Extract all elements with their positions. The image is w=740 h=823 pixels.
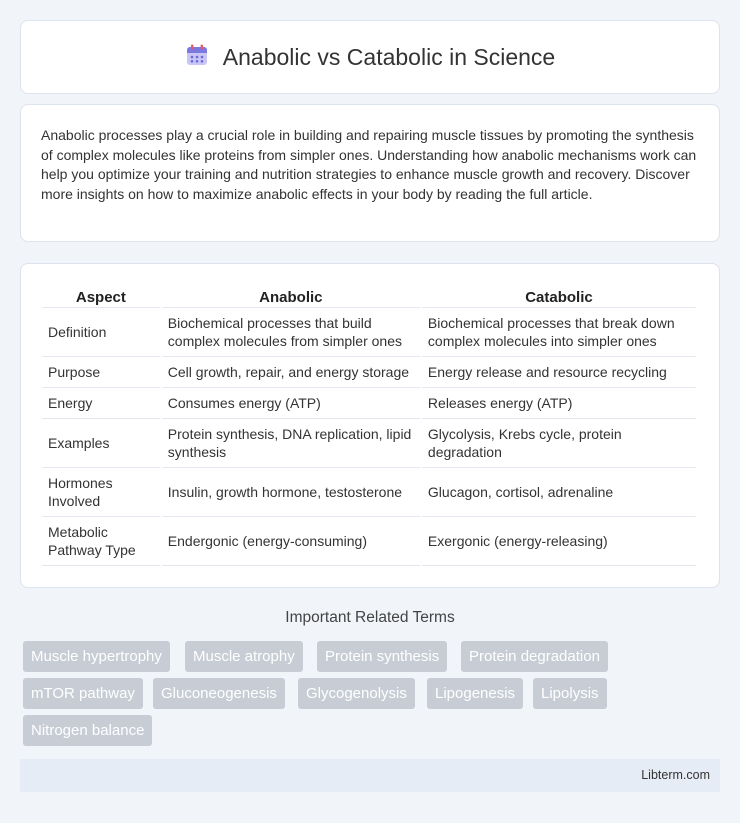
table-cell: Releases energy (ATP) <box>422 388 696 419</box>
table-cell: Biochemical processes that break down complex molecules into simpler ones <box>422 308 696 357</box>
related-terms-title: Important Related Terms <box>285 609 455 626</box>
page-title: Anabolic vs Catabolic in Science <box>222 43 556 70</box>
term-tag[interactable]: Protein synthesis <box>317 641 447 672</box>
table-cell: Endergonic (energy-consuming) <box>162 517 420 566</box>
table-row <box>42 308 696 357</box>
term-tag[interactable]: Protein degradation <box>461 641 608 672</box>
table-row <box>42 517 696 566</box>
table-cell: Exergonic (energy-releasing) <box>422 517 696 566</box>
column-header: Catabolic <box>422 286 696 308</box>
table-row <box>42 468 696 517</box>
term-tag[interactable]: Muscle atrophy <box>185 641 303 672</box>
table-cell: Glycolysis, Krebs cycle, protein degradation <box>422 419 696 468</box>
term-tag[interactable]: Muscle hypertrophy <box>23 641 170 672</box>
table-header-row <box>42 286 696 308</box>
table-cell: Biochemical processes that build complex molecules from simpler ones <box>162 308 420 357</box>
table-cell: Insulin, growth hormone, testosterone <box>162 468 420 517</box>
comparison-table-card <box>20 263 720 588</box>
term-tag[interactable]: Lipogenesis <box>427 678 523 709</box>
table-cell: Protein synthesis, DNA replication, lipid synthesis <box>162 419 420 468</box>
table-row <box>42 357 696 388</box>
intro-text: Anabolic processes play a crucial role in building and repairing muscle tissues by promoting the synthesis of complex molecules like proteins from simpler ones. Understanding how anabolic mechanisms work can help you optimize your training and nutrition strategies to enhance muscle growth and recovery. Discover more insights on how to maximize anabolic effects in your body by reading the full article. <box>41 127 697 202</box>
table-cell: Metabolic Pathway Type <box>42 517 160 566</box>
table-cell: Consumes energy (ATP) <box>162 388 420 419</box>
column-header: Aspect <box>42 286 160 308</box>
header-card <box>20 20 720 94</box>
term-tag[interactable]: Nitrogen balance <box>23 715 152 746</box>
intro-card <box>20 104 720 242</box>
column-header: Anabolic <box>162 286 420 308</box>
table-cell: Energy <box>42 388 160 419</box>
table-cell: Purpose <box>42 357 160 388</box>
footer <box>20 759 720 792</box>
comparison-table <box>40 286 698 566</box>
table-cell: Definition <box>42 308 160 357</box>
table-cell: Hormones Involved <box>42 468 160 517</box>
term-tag[interactable]: mTOR pathway <box>23 678 143 709</box>
calendar-icon <box>185 43 209 72</box>
table-cell: Cell growth, repair, and energy storage <box>162 357 420 388</box>
term-tag[interactable]: Lipolysis <box>533 678 607 709</box>
table-row <box>42 419 696 468</box>
term-tag[interactable]: Glycogenolysis <box>298 678 415 709</box>
table-cell: Examples <box>42 419 160 468</box>
footer-link[interactable]: Libterm.com <box>641 768 710 782</box>
table-row <box>42 388 696 419</box>
table-cell: Glucagon, cortisol, adrenaline <box>422 468 696 517</box>
table-cell: Energy release and resource recycling <box>422 357 696 388</box>
term-tag[interactable]: Gluconeogenesis <box>153 678 285 709</box>
